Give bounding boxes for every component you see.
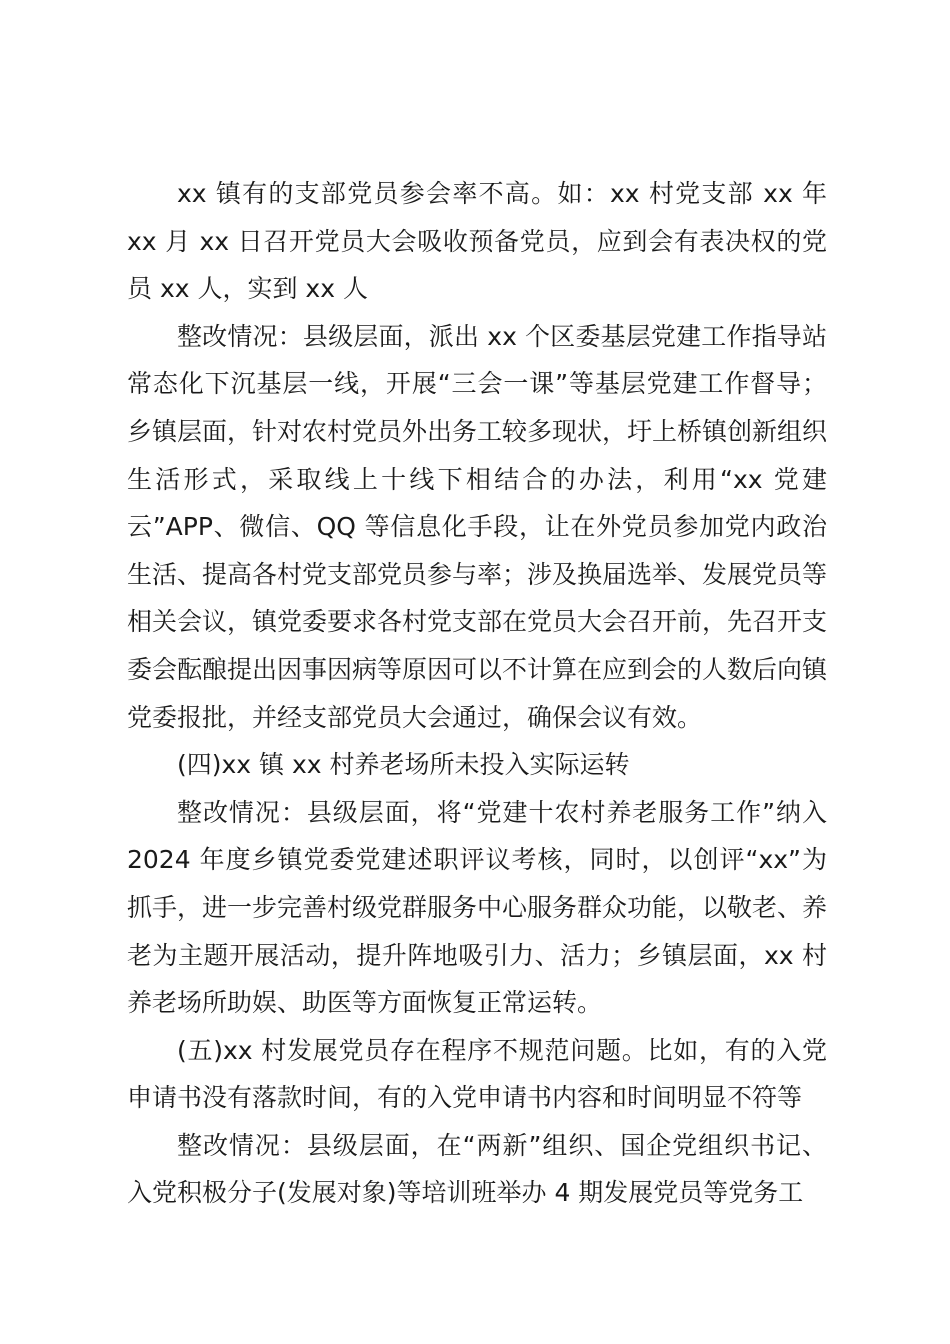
heading-issue-4: (四)xx 镇 xx 村养老场所未投入实际运转 [177, 750, 630, 780]
document-body [127, 170, 835, 1217]
paragraph-rectification-3: 整改情况：县级层面，在“两新”组织、国企党组织书记、入党积极分子(发展对象)等培训班举办 4 期发展党员等党务工 [127, 1130, 827, 1208]
paragraph-attendance-issue: xx 镇有的支部党员参会率不高。如：xx 村党支部 xx 年 xx 月 xx 日召开党员大会吸收预备党员，应到会有表决权的党员 xx 人，实到 xx 人 [127, 179, 835, 304]
heading-issue-5: (五)xx 村发展党员存在程序不规范问题。比如，有的入党申请书没有落款时间，有的入党申请书内容和时间明显不符等 [127, 1035, 827, 1113]
paragraph-rectification-1: 整改情况：县级层面，派出 xx 个区委基层党建工作指导站常态化下沉基层一线，开展“三会一课”等基层党建工作督导；乡镇层面，针对农村党员外出务工较多现状，圩上桥镇创新组织生活形式，采取线上十线下相结合的办法，利用“xx 党建云”APP、微信、QQ 等信息化手段，让在外党员参加党内政治生活、提高各村党支部党员参与率；涉及换届选举、发展党员等相关会议，镇党委要求各村党支部在党员大会召开前，先召开支委会酝酿提出因事因病等原因可以不计算在应到会的人数后向镇党委报批，并经支部党员大会通过，确保会议有效。 [127, 321, 828, 732]
paragraph-rectification-2: 整改情况：县级层面，将“党建十农村养老服务工作”纳入 2024 年度乡镇党委党建述职评议考核，同时，以创评“xx”为抓手，进一步完善村级党群服务中心服务群众功能，以敬老、养老为主题开展活动，提升阵地吸引力、活力；乡镇层面，xx 村养老场所助娱、助医等方面恢复正常运转。 [127, 797, 835, 1018]
